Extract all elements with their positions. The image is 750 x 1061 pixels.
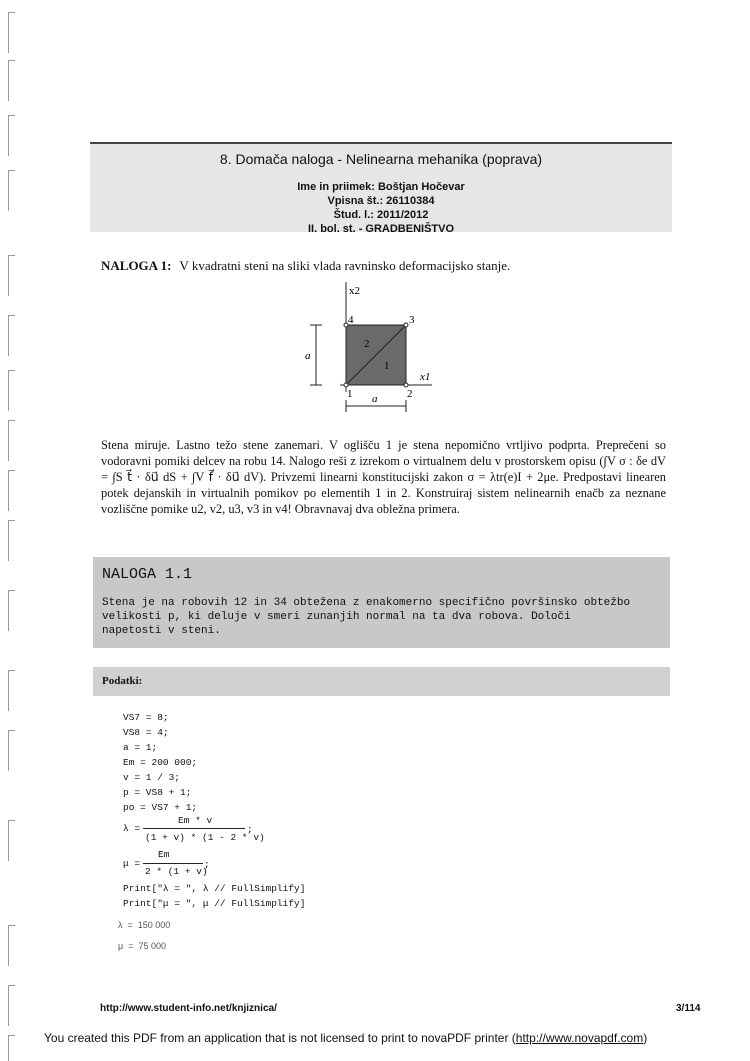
binder-mark (8, 170, 15, 211)
dimension-a-horizontal: a (372, 393, 378, 405)
code-line: Print["λ = ", λ // FullSimplify] (123, 883, 306, 894)
binder-mark (8, 590, 15, 631)
novapdf-notice (44, 1031, 647, 1045)
notice-text: You created this PDF from an application that is not licensed to print to novaPDF printer ( (44, 1031, 516, 1045)
node-label: 4 (348, 314, 354, 326)
binder-mark (8, 470, 15, 511)
binder-mark (8, 520, 15, 561)
mu-denominator: 2 * (1 + v) (145, 866, 208, 877)
binder-mark (8, 420, 15, 461)
output-lambda: λ = 150 000 (118, 920, 171, 930)
node-label: 3 (409, 314, 415, 326)
binder-mark (8, 820, 15, 861)
task-label: NALOGA 1: (101, 258, 172, 273)
axis-x1-label: x1 (420, 371, 431, 383)
notice-close-paren: ) (643, 1031, 648, 1045)
problem-description: Stena miruje. Lastno težo stene zanemari. V oglišču 1 je stena nepomično vrtljivo podprta. Preprečeni so vodoravni pomiki delcev na robu 14. Nalogo reši z izrekom o virtualnem delu v prostorskem opisu (∫V σ : δe dV = ∫S t⃗ · δu⃗ dS + ∫V f⃗ · δu⃗ dV). Privzemi linearni konstitucijski zakon σ = λtr(e)I + 2μe. Predpostavi linearen potek dejanskih in virtualnih pomikov po elementih 1 in 2. Konstruiraj sistem nelinearnih enačb za neznane vozliščne pomike u2, v2, u3, v3 in v4! Obravnavaj dva obležna primera. (101, 438, 666, 516)
element-label: 2 (364, 338, 370, 350)
semicolon: ; (247, 824, 253, 835)
binder-mark (8, 60, 15, 101)
lambda-lhs: λ = (123, 823, 141, 834)
binder-mark (8, 315, 15, 356)
code-line: po = VS7 + 1; (123, 802, 198, 813)
node-label: 1 (347, 388, 353, 400)
binder-mark (8, 1035, 15, 1061)
naloga-1-1-title: NALOGA 1.1 (102, 566, 193, 583)
study-program: II. bol. st. - GRADBENIŠTVO (307, 223, 455, 235)
square-wall-figure (300, 282, 435, 422)
lambda-denominator: (1 + v) * (1 - 2 * v) (145, 832, 265, 843)
code-line: p = VS8 + 1; (123, 787, 192, 798)
student-id: Vpisna št.: 26110384 (327, 195, 435, 207)
binder-mark (8, 985, 15, 1026)
document-title: 8. Domača naloga - Nelinearna mehanika (poprava) (219, 151, 543, 167)
binder-mark (8, 730, 15, 771)
podatki-box (93, 667, 670, 696)
node-label: 2 (407, 388, 413, 400)
naloga-1-1-text: Stena je na robovih 12 in 34 obtežena z enakomerno specifično površinsko obtežbo velikosti p, ki deluje v smeri zunanjih normal na ta dva robova. Določi napetosti v steni. (102, 597, 631, 637)
semicolon: ; (204, 859, 210, 870)
binder-mark (8, 370, 15, 411)
code-line: Em = 200 000; (123, 757, 198, 768)
naloga-1-1-box (93, 557, 670, 648)
binder-mark (8, 12, 15, 53)
task-text: V kvadratni steni na sliki vlada ravninsko deformacijsko stanje. (179, 258, 511, 273)
podatki-label: Podatki: (102, 675, 143, 687)
binder-mark (8, 255, 15, 296)
element-label: 1 (384, 360, 390, 372)
dimension-a-vertical: a (305, 350, 311, 362)
binder-mark (8, 115, 15, 156)
lambda-numerator: Em * v (178, 815, 213, 826)
code-line: v = 1 / 3; (123, 772, 181, 783)
task-statement (101, 258, 510, 274)
code-line: VS7 = 8; (123, 712, 169, 723)
binder-mark (8, 925, 15, 966)
novapdf-link[interactable]: http://www.novapdf.com (515, 1031, 644, 1045)
student-name: Ime in priimek: Boštjan Hočevar (297, 181, 465, 193)
footer-url[interactable]: http://www.student-info.net/knjiznica/ (100, 1003, 277, 1014)
mu-numerator: Em (158, 849, 170, 860)
code-line: a = 1; (123, 742, 158, 753)
code-line: VS8 = 4; (123, 727, 169, 738)
header-box (90, 142, 672, 235)
output-mu: μ = 75 000 (118, 941, 166, 951)
mu-lhs: μ = (123, 858, 141, 869)
binder-mark (8, 670, 15, 711)
code-line: Print["μ = ", μ // FullSimplify] (123, 898, 306, 909)
axis-x2-label: x2 (349, 285, 360, 297)
page-number: 3/114 (676, 1003, 701, 1014)
study-year: Štud. l.: 2011/2012 (333, 209, 429, 221)
